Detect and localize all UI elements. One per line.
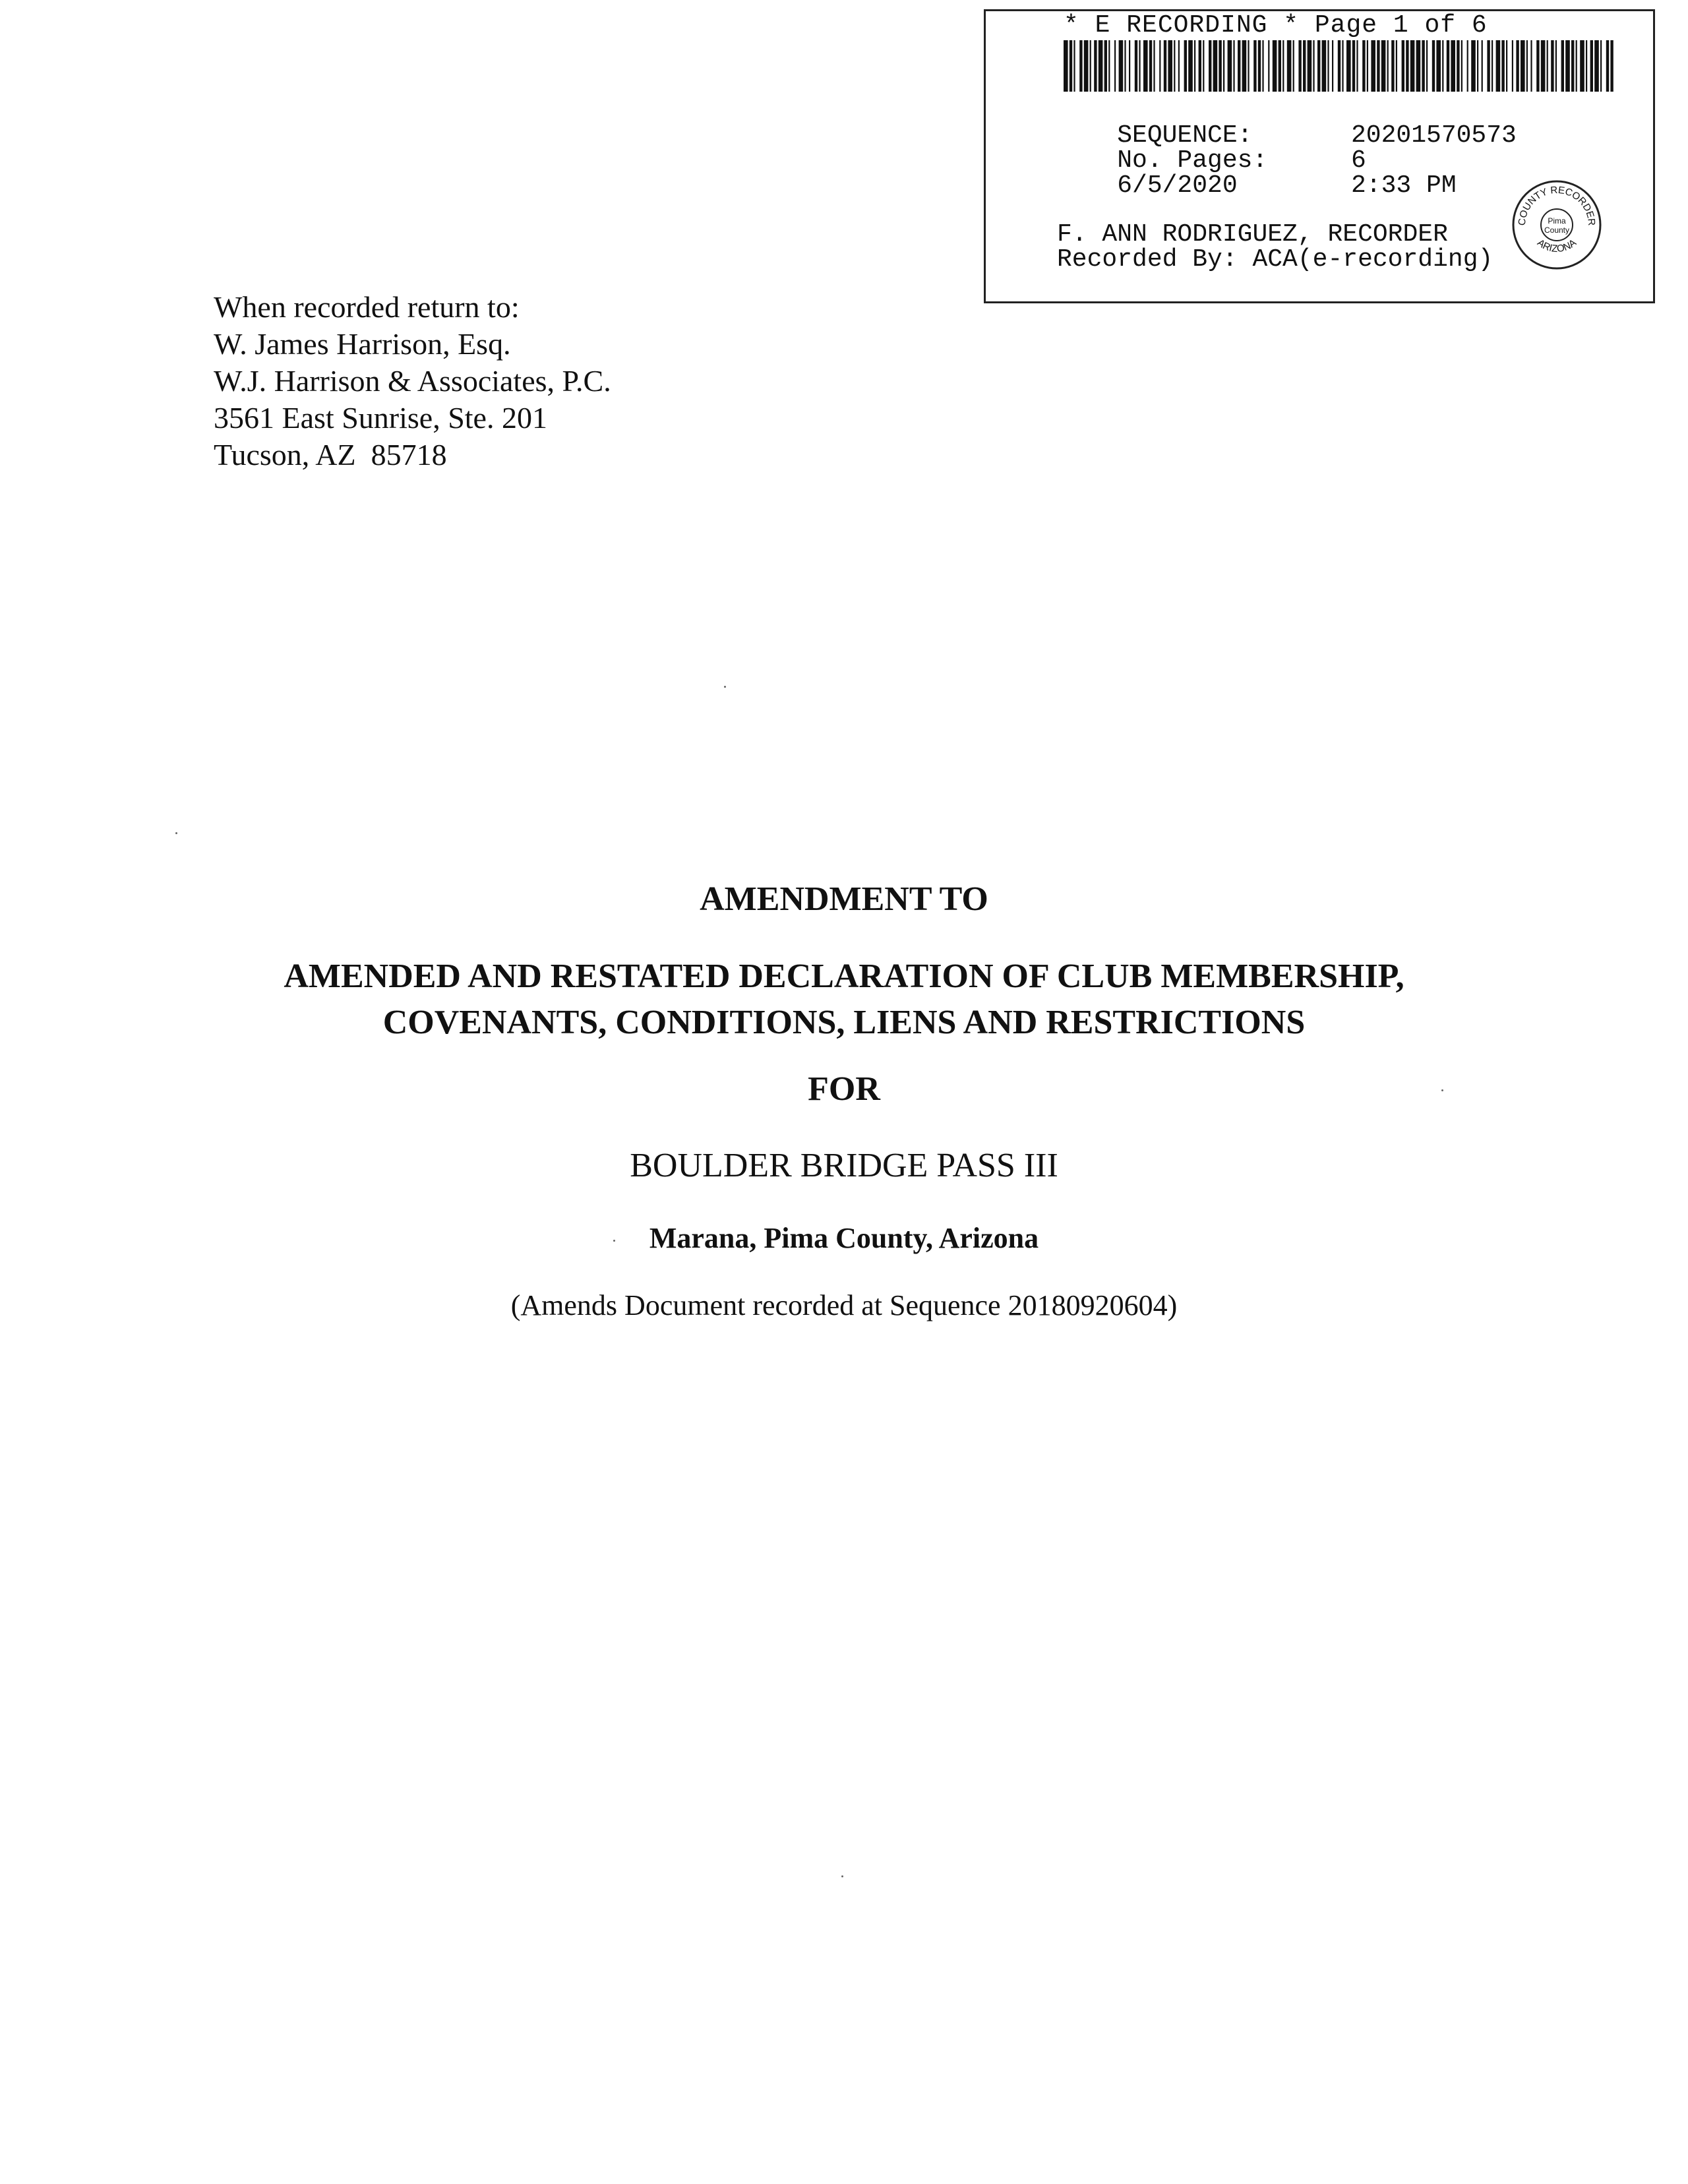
barcode-bar <box>1184 40 1187 92</box>
scan-speck <box>724 686 726 688</box>
barcode-bar <box>1381 40 1386 92</box>
barcode-bar <box>1367 40 1368 92</box>
barcode-bar <box>1610 40 1613 92</box>
barcode-bar <box>1362 40 1365 92</box>
barcode-bar <box>1279 40 1281 92</box>
barcode-bar <box>1317 40 1320 92</box>
barcode-bar <box>1406 40 1408 92</box>
document-title-main-line1: AMENDED AND RESTATED DECLARATION OF CLUB MEMBERSHIP, <box>284 957 1404 995</box>
document-title-amendment: AMENDMENT TO <box>700 880 988 918</box>
barcode-bar <box>1516 40 1519 92</box>
barcode-bar <box>1094 40 1097 92</box>
barcode-bar <box>1228 40 1232 92</box>
barcode-bar <box>1422 40 1424 92</box>
barcode-bar <box>1135 40 1137 92</box>
barcode-bar <box>1188 40 1193 92</box>
barcode-bar <box>1402 40 1404 92</box>
stamp-recorder: F. ANN RODRIGUEZ, RECORDER <box>1057 220 1448 249</box>
barcode-bar <box>1322 40 1327 92</box>
barcode-bar <box>1416 40 1421 92</box>
barcode-bar <box>1099 40 1103 92</box>
barcode-bar <box>1606 40 1609 92</box>
barcode-bar <box>1293 40 1294 92</box>
barcode-bar <box>1287 40 1292 92</box>
barcode-bar <box>1356 40 1358 92</box>
barcode-bar <box>1303 40 1306 92</box>
pages-value: 6 <box>1351 146 1366 175</box>
barcode-bar <box>1586 40 1587 92</box>
barcode-bar <box>1600 40 1602 92</box>
barcode-bar <box>1327 40 1329 92</box>
barcode-bar <box>1594 40 1599 92</box>
document-title-main-line2: COVENANTS, CONDITIONS, LIENS AND RESTRICTIONS <box>382 1004 1306 1041</box>
barcode-bar <box>1396 40 1397 92</box>
scan-speck <box>841 1875 843 1877</box>
barcode-bar <box>1143 40 1148 92</box>
barcode-bar <box>1209 40 1211 92</box>
barcode-bar <box>1576 40 1577 92</box>
county-seal-icon <box>1511 179 1603 271</box>
barcode-bar <box>1442 40 1443 92</box>
barcode-bar <box>1308 40 1312 92</box>
return-line: W. James Harrison, Esq. <box>214 327 511 361</box>
barcode-bar <box>1253 40 1256 92</box>
barcode-bar <box>1471 40 1476 92</box>
recording-time: 2:33 PM <box>1351 171 1457 200</box>
barcode-bar <box>1447 40 1449 92</box>
barcode-bar <box>1482 40 1483 92</box>
barcode-bar <box>1506 40 1507 92</box>
barcode-bar <box>1073 40 1075 92</box>
document-title-main <box>0 954 1688 1046</box>
seal-center-2: County <box>1544 226 1570 235</box>
barcode-bar <box>1432 40 1435 92</box>
barcode-bar <box>1346 40 1351 92</box>
barcode-bar <box>1342 40 1343 92</box>
barcode-bar <box>1496 40 1501 92</box>
barcode-bar <box>1467 40 1468 92</box>
return-heading: When recorded return to: <box>214 290 520 324</box>
barcode-bar <box>1391 40 1394 92</box>
barcode-bar <box>1084 40 1089 92</box>
barcode-bar <box>1164 40 1166 92</box>
barcode-bar <box>1223 40 1224 92</box>
seal-center-1: Pima <box>1548 216 1566 226</box>
pages-label: No. Pages: <box>1117 146 1268 175</box>
barcode-bar <box>1282 40 1284 92</box>
barcode-bar <box>1129 40 1130 92</box>
barcode-bar <box>1410 40 1415 92</box>
barcode-bar <box>1119 40 1124 92</box>
barcode-bar <box>1153 40 1155 92</box>
barcode-bar <box>1332 40 1333 92</box>
barcode-bar <box>1174 40 1175 92</box>
barcode-bar <box>1159 40 1160 92</box>
barcode-bar <box>1565 40 1570 92</box>
barcode-bar <box>1199 40 1201 92</box>
barcode-bar <box>1526 40 1528 92</box>
barcode-bar <box>1530 40 1532 92</box>
recording-date: 6/5/2020 <box>1117 171 1238 200</box>
barcode-bar <box>1108 40 1110 92</box>
barcode-bar <box>1387 40 1389 92</box>
barcode-bar <box>1273 40 1277 92</box>
return-line: W.J. Harrison & Associates, P.C. <box>214 364 611 398</box>
barcode-bar <box>1551 40 1553 92</box>
barcode-bar <box>1555 40 1557 92</box>
return-line: 3561 East Sunrise, Ste. 201 <box>214 401 547 435</box>
amends-reference: (Amends Document recorded at Sequence 20180920604) <box>510 1289 1178 1321</box>
barcode-bar <box>1521 40 1525 92</box>
barcode-bar <box>1258 40 1261 92</box>
barcode-bar <box>1203 40 1204 92</box>
barcode-bar <box>1090 40 1091 92</box>
barcode-bar <box>1213 40 1218 92</box>
barcode-bar <box>1512 40 1513 92</box>
stamp-recorded-by: Recorded By: ACA(e-recording) <box>1057 245 1493 274</box>
scan-speck <box>1441 1089 1443 1091</box>
recording-stamp <box>984 9 1655 303</box>
barcode-bar <box>1492 40 1493 92</box>
barcode-bar <box>1590 40 1593 92</box>
barcode-icon <box>1064 40 1615 92</box>
barcode-bar <box>1377 40 1379 92</box>
barcode-bar <box>1238 40 1240 92</box>
barcode-bar <box>1338 40 1341 92</box>
barcode-bar <box>1580 40 1584 92</box>
stamp-date-row <box>1057 148 1457 224</box>
barcode-bar <box>1461 40 1462 92</box>
seal-top-text: COUNTY RECORDER <box>1516 184 1598 226</box>
barcode-bar <box>1233 40 1234 92</box>
barcode-bar <box>1194 40 1195 92</box>
seal-bottom-text: ARIZONA <box>1535 237 1579 255</box>
barcode-bar <box>1313 40 1314 92</box>
barcode-bar <box>1451 40 1455 92</box>
barcode-bar <box>1104 40 1107 92</box>
barcode-bar <box>1298 40 1301 92</box>
barcode-bar <box>1114 40 1116 92</box>
return-address-block <box>214 289 611 473</box>
barcode-bar <box>1242 40 1247 92</box>
return-line: Tucson, AZ 85718 <box>214 438 447 471</box>
document-title-for: FOR <box>808 1070 880 1108</box>
barcode-bar <box>1457 40 1459 92</box>
sequence-label: SEQUENCE: <box>1117 121 1253 150</box>
barcode-bar <box>1079 40 1082 92</box>
barcode-bar <box>1248 40 1249 92</box>
barcode-bar <box>1219 40 1221 92</box>
barcode-bar <box>1536 40 1539 92</box>
barcode-bar <box>1168 40 1172 92</box>
barcode-bar <box>1352 40 1355 92</box>
sequence-value: 20201570573 <box>1351 121 1517 150</box>
barcode-bar <box>1477 40 1478 92</box>
barcode-bar <box>1178 40 1180 92</box>
barcode-bar <box>1487 40 1490 92</box>
barcode-bar <box>1149 40 1152 92</box>
barcode-bar <box>1124 40 1126 92</box>
stamp-header: * E RECORDING * Page 1 of 6 <box>1064 11 1488 40</box>
barcode-bar <box>1436 40 1441 92</box>
community-name: BOULDER BRIDGE PASS III <box>630 1147 1058 1184</box>
location-line: Marana, Pima County, Arizona <box>649 1222 1039 1254</box>
barcode-bar <box>1501 40 1504 92</box>
barcode-bar <box>1571 40 1574 92</box>
barcode-bar <box>1561 40 1564 92</box>
barcode-bar <box>1070 40 1072 92</box>
barcode-bar <box>1426 40 1428 92</box>
barcode-bar <box>1268 40 1269 92</box>
barcode-bar <box>1262 40 1263 92</box>
scan-speck <box>613 1240 615 1242</box>
barcode-bar <box>1541 40 1546 92</box>
scan-speck <box>175 832 177 834</box>
barcode-bar <box>1371 40 1375 92</box>
barcode-bar <box>1547 40 1548 92</box>
barcode-bar <box>1139 40 1140 92</box>
barcode-bar <box>1064 40 1068 92</box>
